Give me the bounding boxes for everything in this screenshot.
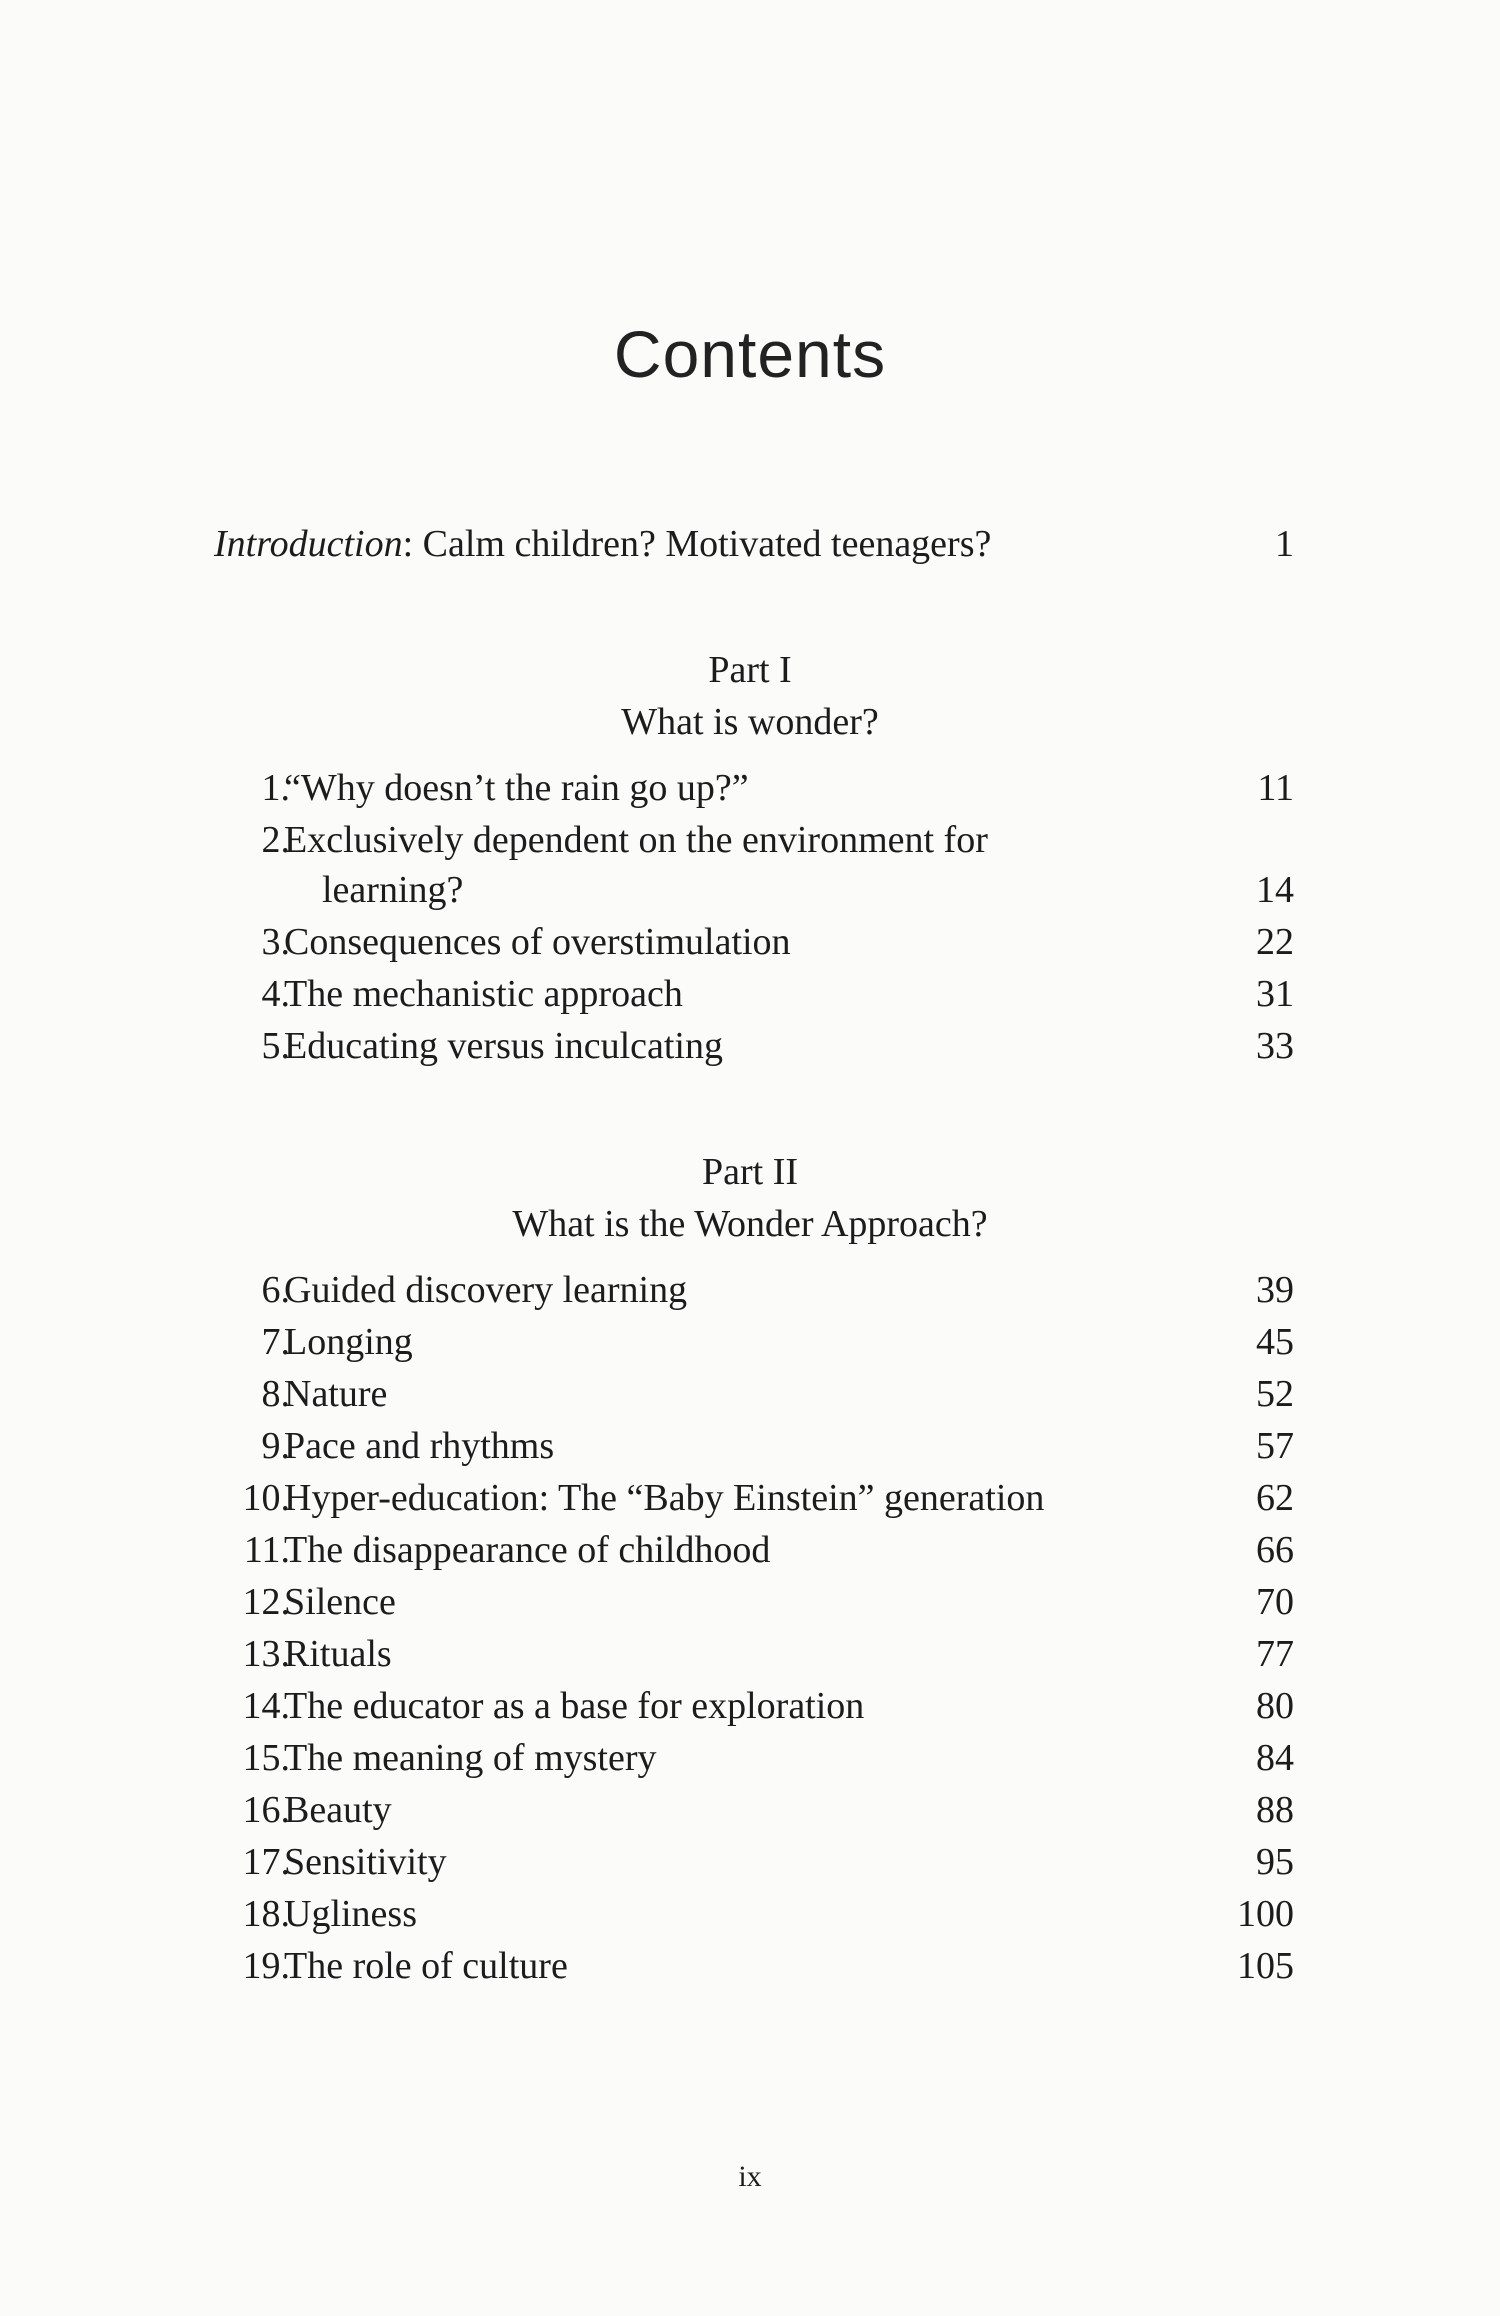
toc-entry-page: 77 (1256, 1633, 1294, 1675)
part-heading: What is wonder? (621, 701, 879, 743)
toc-entry-title: The educator as a base for exploration (284, 1685, 865, 1727)
toc-entry-number: 2. (261, 819, 290, 861)
toc-entry (0, 1836, 1500, 1888)
toc-entry-number: 3. (261, 921, 290, 963)
toc-entry-number: 10. (242, 1477, 290, 1519)
toc-entry-title: Longing (284, 1321, 413, 1363)
toc-entry (0, 1420, 1500, 1472)
toc-entry-title: The mechanistic approach (284, 973, 683, 1015)
toc-entry-page: 14 (1256, 869, 1294, 911)
toc-entry-title (214, 518, 991, 570)
toc-entry-title: Guided discovery learning (284, 1269, 688, 1311)
toc-entry (0, 1680, 1500, 1732)
page-title: Contents (613, 317, 887, 391)
page-folio: ix (738, 2160, 762, 2193)
toc-entry-page: 84 (1256, 1737, 1294, 1779)
toc-entry-number: 9. (261, 1425, 290, 1467)
introduction-subtitle: : Calm children? Motivated teenagers? (402, 523, 992, 565)
part-label: Part I (708, 649, 792, 691)
toc-entry-page: 100 (1237, 1893, 1294, 1935)
toc-entry-title: Exclusively dependent on the environment for (284, 819, 988, 861)
toc-entry-number: 5. (261, 1025, 290, 1067)
toc-entry-number: 15. (242, 1737, 290, 1779)
toc-entry-title: Silence (284, 1581, 396, 1623)
toc-entry-title-continued: learning? (322, 869, 464, 911)
toc-entry-title: Consequences of overstimulation (284, 921, 791, 963)
toc-entry-page: 31 (1256, 973, 1294, 1015)
toc-entry-number: 6. (261, 1269, 290, 1311)
toc-entry-number: 18. (242, 1893, 290, 1935)
toc-entry-number: 4. (261, 973, 290, 1015)
toc-entry-title: Beauty (284, 1789, 392, 1831)
toc-entry-number: 14. (242, 1685, 290, 1727)
toc-entry-page: 11 (1257, 767, 1294, 809)
toc-entry (0, 1368, 1500, 1420)
toc-entry-number: 13. (242, 1633, 290, 1675)
toc-entry-page: 88 (1256, 1789, 1294, 1831)
toc-entry (0, 814, 1500, 866)
toc-entry-title: Hyper-education: The “Baby Einstein” generation (284, 1477, 1045, 1519)
toc-entry (0, 916, 1500, 968)
toc-entry-title: “Why doesn’t the rain go up?” (284, 767, 749, 809)
toc-entry-page: 52 (1256, 1373, 1294, 1415)
toc-entry-number: 16. (242, 1789, 290, 1831)
introduction-label: Introduction (214, 523, 403, 565)
toc-entry-page: 33 (1256, 1025, 1294, 1067)
toc-entry-page: 1 (1275, 523, 1294, 565)
toc-entry-page: 57 (1256, 1425, 1294, 1467)
toc-entry-title: The disappearance of childhood (284, 1529, 771, 1571)
toc-entry-page: 66 (1256, 1529, 1294, 1571)
toc-entry-number: 19. (242, 1945, 290, 1987)
toc-entry-page: 105 (1237, 1945, 1294, 1987)
toc-entry-page: 45 (1256, 1321, 1294, 1363)
part-heading: What is the Wonder Approach? (512, 1203, 988, 1245)
toc-entry-title: Pace and rhythms (284, 1425, 555, 1467)
toc-entry-number: 8. (261, 1373, 290, 1415)
toc-entry-title: Nature (284, 1373, 388, 1415)
toc-entry (0, 1524, 1500, 1576)
toc-entry-title: Sensitivity (284, 1841, 447, 1883)
toc-entry-page: 62 (1256, 1477, 1294, 1519)
toc-entry-title: Educating versus inculcating (284, 1025, 723, 1067)
toc-entry (0, 1732, 1500, 1784)
toc-entry-page: 39 (1256, 1269, 1294, 1311)
part-label: Part II (701, 1151, 799, 1193)
toc-entry (0, 1940, 1500, 1992)
toc-entry-title: Rituals (284, 1633, 392, 1675)
toc-entry (0, 968, 1500, 1020)
toc-entry (0, 762, 1500, 814)
toc-entry-title: The meaning of mystery (284, 1737, 657, 1779)
toc-entry (0, 1020, 1500, 1072)
toc-entry-introduction (0, 518, 1500, 570)
toc-entry-page: 70 (1256, 1581, 1294, 1623)
toc-entry (0, 1316, 1500, 1368)
toc-entry-page: 22 (1256, 921, 1294, 963)
toc-entry-title: The role of culture (284, 1945, 568, 1987)
toc-entry-page: 80 (1256, 1685, 1294, 1727)
toc-entry-number: 7. (261, 1321, 290, 1363)
toc-entry (0, 1784, 1500, 1836)
toc-entry-number: 17. (242, 1841, 290, 1883)
toc-entry (0, 1472, 1500, 1524)
toc-entry (0, 1576, 1500, 1628)
toc-entry-number: 12. (242, 1581, 290, 1623)
toc-entry (0, 1264, 1500, 1316)
toc-entry-number: 1. (261, 767, 290, 809)
toc-entry (0, 1628, 1500, 1680)
toc-entry-title: Ugliness (284, 1893, 417, 1935)
toc-entry (0, 1888, 1500, 1940)
toc-entry-page: 95 (1256, 1841, 1294, 1883)
toc-entry-continuation (0, 864, 1500, 916)
toc-entry-number: 11. (243, 1529, 290, 1571)
